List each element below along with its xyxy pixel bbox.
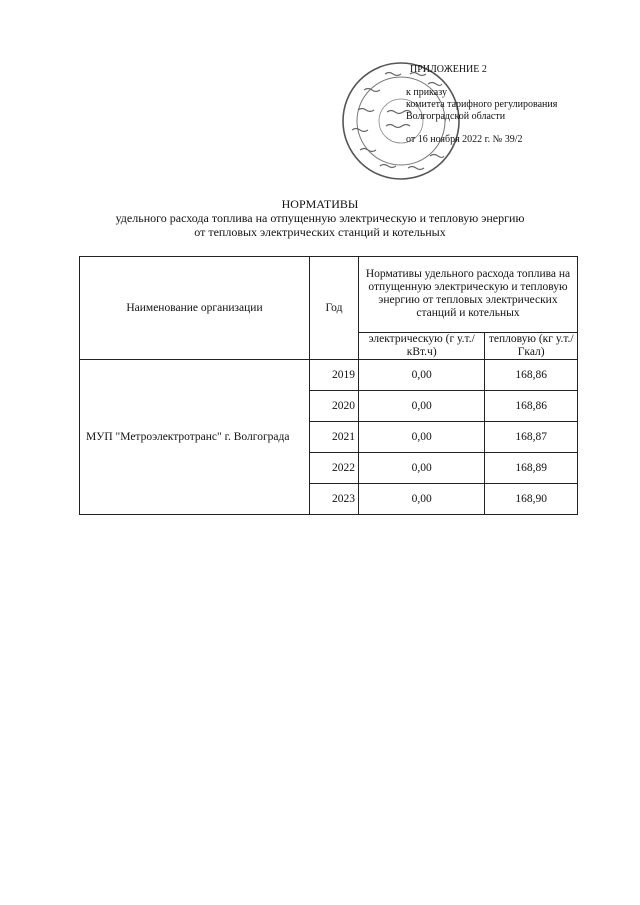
appendix-order-ref: к приказу xyxy=(406,87,447,98)
row-electric-value: 0,00 xyxy=(359,484,485,515)
column-header-norms: Нормативы удельного расхода топлива на отпущенную электрическую и тепловую энергию от тепловых электрических станций и котельных xyxy=(359,257,578,333)
norms-table xyxy=(79,256,578,515)
row-electric-value: 0,00 xyxy=(359,391,485,422)
appendix-header xyxy=(406,64,557,146)
column-header-heat: тепловую (кг у.т./Гкал) xyxy=(485,332,578,359)
column-header-electric: электрическую (г у.т./кВт.ч) xyxy=(359,332,485,359)
row-heat-value: 168,89 xyxy=(485,453,578,484)
appendix-committee: комитета тарифного регулирования xyxy=(406,99,558,110)
row-heat-value: 168,86 xyxy=(485,360,578,391)
table-row xyxy=(80,360,578,391)
column-header-organization: Наименование организации xyxy=(80,257,310,360)
row-electric-value: 0,00 xyxy=(359,422,485,453)
row-year: 2020 xyxy=(310,391,359,422)
title-heading: НОРМАТИВЫ xyxy=(281,197,359,211)
title-line-3: от тепловых электрических станций и котельных xyxy=(194,225,446,239)
table-header-row xyxy=(80,257,578,333)
row-electric-value: 0,00 xyxy=(359,453,485,484)
row-year: 2022 xyxy=(310,453,359,484)
title-line-2: удельного расхода топлива на отпущенную электрическую и тепловую энергию xyxy=(115,211,525,225)
row-year: 2019 xyxy=(310,360,359,391)
appendix-region: Волгоградской области xyxy=(406,111,506,122)
row-year: 2021 xyxy=(310,422,359,453)
row-heat-value: 168,90 xyxy=(485,484,578,515)
row-year: 2023 xyxy=(310,484,359,515)
appendix-order-date: от 16 ноября 2022 г. № 39/2 xyxy=(406,134,523,145)
row-heat-value: 168,86 xyxy=(485,391,578,422)
document-title xyxy=(0,197,640,239)
appendix-number: ПРИЛОЖЕНИЕ 2 xyxy=(410,64,487,75)
column-header-year: Год xyxy=(310,257,359,360)
row-heat-value: 168,87 xyxy=(485,422,578,453)
row-electric-value: 0,00 xyxy=(359,360,485,391)
organization-name: МУП "Метроэлектротранс" г. Волгограда xyxy=(80,360,310,515)
